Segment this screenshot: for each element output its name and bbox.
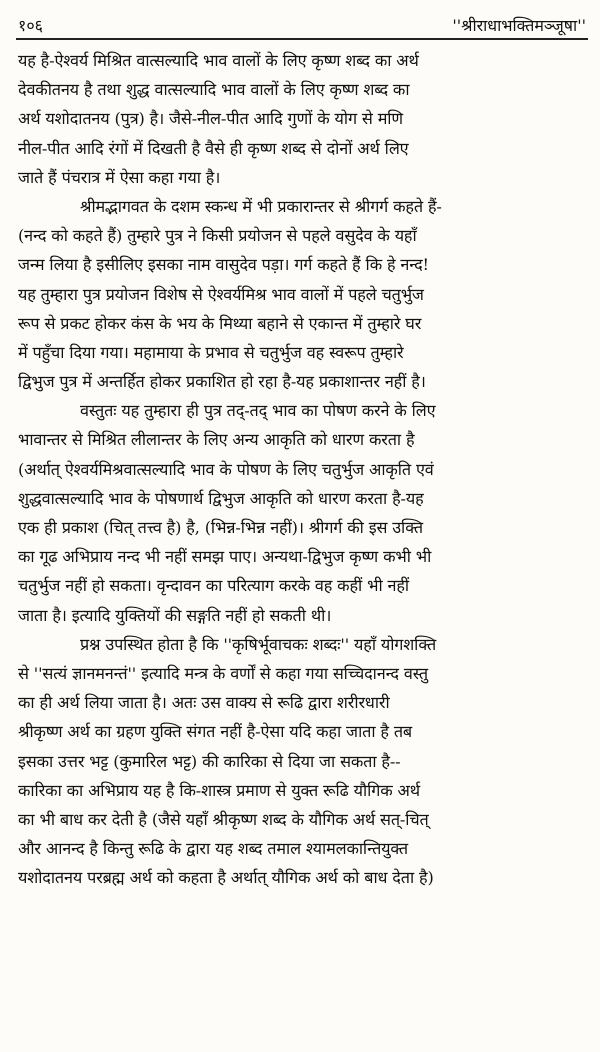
body-text [18,46,588,892]
text-line: जाते हैं पंचरात्र में ऐसा कहा गया है। [18,167,221,187]
text-line: एक ही प्रकाश (चित् तत्त्व है) है, (भिन्न-भिन्न नहीं)। श्रीगर्ग की इस उक्ति [18,518,423,537]
text-line: चतुर्भुज नहीं हो सकता। वृन्दावन का परित्याग करके वह कहीं भी नहीं [18,576,409,596]
text-line: का भी बाध कर देती है (जैसे यहाँ श्रीकृष्ण शब्द के यौगिक अर्थ सत्-चित् [18,809,429,829]
text-line: अर्थ यशोदातनय (पुत्र) है। जैसे-नील-पीत आदि गुणों के योग से मणि [18,109,403,129]
paragraph-start-line: श्रीमद्भागवत के दशम स्कन्ध में भी प्रकारान्तर से श्रीगर्ग कहते हैं- [80,196,442,216]
text-line: श्रीकृष्ण अर्थ का ग्रहण युक्ति संगत नहीं है-ऐसा यदि कहा जाता है तब [18,722,412,742]
text-line: भावान्तर से मिश्रित लीलान्तर के लिए अन्य आकृति को धारण करता है [18,430,415,450]
text-line: इसका उत्तर भट्ट (कुमारिल भट्ट) की कारिका से दिया जा सकता है-- [18,751,401,771]
text-line: (नन्द को कहते हैं) तुम्हारे पुत्र ने किसी प्रयोजन से पहले वसुदेव के यहाँ [18,226,417,246]
text-line: द्विभुज पुत्र में अन्तर्हित होकर प्रकाशित हो रहा है-यह प्रकाशान्तर नहीं है। [18,372,426,392]
text-line: कारिका का अभिप्राय यह है कि-शास्त्र प्रमाण से युक्त रूढि यौगिक अर्थ [18,780,420,800]
text-line: यशोदातनय परब्रह्म अर्थ को कहता है अर्थात् यौगिक अर्थ को बाध देता है) [18,868,434,888]
running-title: ''श्रीराधाभक्तिमञ्जूषा'' [452,16,586,35]
text-line: का गूढ अभिप्राय नन्द भी नहीं समझ पाए। अन्यथा-द्विभुज कृष्ण कभी भी [18,547,432,567]
page-number: १०६ [18,16,43,35]
header-divider [16,38,588,40]
text-line: और आनन्द है किन्तु रूढि के द्वारा यह शब्द तमाल श्यामलकान्तियुक्त [18,839,409,859]
text-line: से ''सत्यं ज्ञानमनन्तं'' इत्यादि मन्त्र के वर्णों से कहा गया सच्चिदानन्द वस्तु [18,663,428,683]
paragraph-start-line: प्रश्न उपस्थित होता है कि ''कृषिर्भूवाचकः शब्दः'' यहाँ योगशक्ति [80,634,437,654]
text-line: जाता है। इत्यादि युक्तियों की सङ्गति नहीं हो सकती थी। [18,605,332,625]
text-line: जन्म लिया है इसीलिए इसका नाम वासुदेव पड़ा। गर्ग कहते हैं कि हे नन्द! [18,255,429,275]
text-line: नील-पीत आदि रंगों में दिखती है वैसे ही कृष्ण शब्द से दोनों अर्थ लिए [18,138,409,158]
text-line: देवकीतनय है तथा शुद्ध वात्सल्यादि भाव वालों के लिए कृष्ण शब्द का [18,80,410,100]
text-line: (अर्थात् ऐश्वर्यमिश्रवात्सल्यादि भाव के पोषण के लिए चतुर्भुज आकृति एवं [18,459,434,479]
text-line: का ही अर्थ लिया जाता है। अतः उस वाक्य से रूढि द्वारा शरीरधारी [18,693,390,713]
text-line: रूप से प्रकट होकर कंस के भय के मिथ्या बहाने से एकान्त में तुम्हारे घर [18,313,422,333]
text-line: यह है-ऐश्वर्य मिश्रित वात्सल्यादि भाव वालों के लिए कृष्ण शब्द का अर्थ [18,51,419,70]
text-line: यह तुम्हारा पुत्र प्रयोजन विशेष से ऐश्वर्यमिश्र भाव वालों में पहले चतुर्भुज [18,284,424,304]
text-line: में पहुँचा दिया गया। महामाया के प्रभाव से चतुर्भुज वह स्वरूप तुम्हारे [18,342,404,362]
text-line: शुद्धवात्सल्यादि भाव के पोषणार्थ द्विभुज आकृति को धारण करता है-यह [18,488,424,508]
paragraph-start-line: वस्तुतः यह तुम्हारा ही पुत्र तद्-तद् भाव का पोषण करने के लिए [80,401,436,421]
page-header [18,6,586,36]
